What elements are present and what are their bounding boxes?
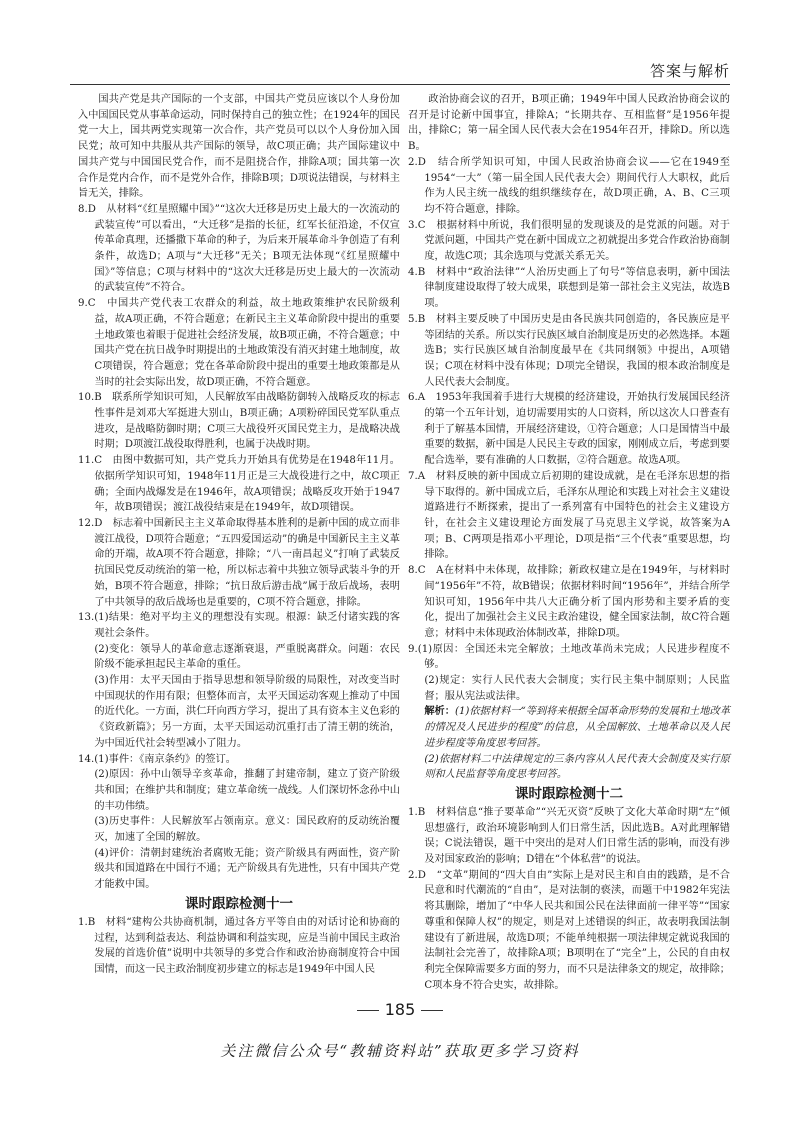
answer-item: 9.C 中国共产党代表工农群众的利益，故土地政策维护农民阶级利益，故A项正确，不符合题意；在新民主主义革命阶段中提出的重要土地政策也着眼于促进社会经济发展，故B项正确，不符合题意；中国共产党在抗日战争时期提出的土地政策没有消灭封建土地制度，故C项错误，符合题意；党在各革命阶段中提出的重要土地政策都是从当时的社会实际出发，故D项正确，不符合题意。 [78, 298, 400, 388]
answer-paragraph: (2)依据材料二中法律规定的三条内容从人民代表大会制度及实行原则和人民监督等角度思考回答。 [424, 753, 730, 781]
answer-paragraph: (2)变化：领导人的革命意志逐渐衰退，严重脱离群众。问题：农民阶级不能承担起民主革命的重任。 [94, 643, 400, 671]
analysis-label: 解析： [424, 705, 455, 718]
answer-item: 11.C 由图中数据可知，共产党兵力开始具有优势是在1948年11月。依据所学知识可知，1948年11月正是三大战役进行之中，故C项正确；全面内战爆发是在1946年，故A项错误；战略反攻开始于1947年，故B项错误；渡江战役结束是在1949年，故D项错误。 [78, 455, 400, 514]
answer-paragraph: (3)历史事件：人民解放军占领南京。意义：国民政府的反动统治覆灭，加速了全国的解放。 [94, 816, 400, 844]
page-header [70, 58, 730, 85]
page-number-text: 185 [384, 1000, 416, 1019]
answer-paragraph: 政治协商会议的召开，B项正确；1949年中国人民政治协商会议的召开是讨论新中国事宜，排除A；“长期共存、互相监督”是1956年提出，排除C；第一届全国人民代表大会在1954年召开，排除D。所以选B。 [408, 94, 730, 153]
analysis-paragraph [408, 704, 730, 751]
footer-note: 关注微信公众号“教辅资料站”获取更多学习资料 [220, 1042, 580, 1060]
answer-item: 10.B 联系所学知识可知，人民解放军由战略防御转入战略反攻的标志性事件是刘邓大军挺进大别山，B项正确；A项粉碎国民党军队重点进攻，是战略防御时期；C项三大战役歼灭国民党主力，是战略决战时期；D项渡江战役取得胜利，也属于决战时期。 [78, 392, 400, 451]
answer-paragraph: (3)作用：太平天国由于指导思想和领导阶级的局限性，对改变当时中国现状的作用有限；但整体而言，太平天国运动客观上推动了中国的近代化。一方面，洪仁玕向西方学习，提出了具有资本主义色彩的《资政新篇》；另一方面，太平天国运动沉重打击了清王朝的统治，为中国近代社会转型减小了阻力。 [94, 675, 400, 749]
answer-item: 1.B 材料“建构公共协商机制，通过各方平等自由的对话讨论和协商的过程，达到利益表达、利益协调和利益实现，应是当前中国民主政治发展的首选价值”说明中共领导的多党合作和政治协商制度符合中国国情，而这一民主政治制度初步建立的标志是1949年中国人民 [78, 916, 400, 975]
analysis-text: (1)依据材料一“等到将来根据全国革命形势的发展和土地改革的情况及人民进步的程度”的信息，从全国解放、土地革命以及人民进步程度等角度思考回答。 [424, 706, 731, 749]
section-title: 课时跟踪检测十二 [515, 785, 623, 802]
answer-item: 6.A 1953年我国着手进行大规模的经济建设，开始执行发展国民经济的第一个五年计划，迫切需要用实的人口资料，所以这次人口普查有利于了解基本国情，开展经济建设，①符合题意；人口是国情当中最重要的数据，新中国是人民民主专政的国家，刚刚成立后，考虑到要配合选举，要有准确的人口数据，②符合题意。故选A项。 [408, 392, 730, 467]
page-number-dash-left [357, 1010, 379, 1011]
page-number [0, 1000, 800, 1019]
answer-paragraph: (2)原因：孙中山领导辛亥革命，推翻了封建帝制，建立了资产阶级共和国；在维护共和制度；建立革命统一战线。人们深切怀念孙中山的丰功伟绩。 [94, 769, 400, 812]
left-column [78, 92, 400, 978]
answer-paragraph: 国共产党是共产国际的一个支部，中国共产党员应该以个人身份加入中国国民党从事革命运动，同时保持自己的独立性；在1924年的国民党一大上，国共两党实现第一次合作，共产党员可以以个人身份加入国民党；故可知中共服从共产国际的领导，故C项正确；共产国际建议中国共产党与中国国民党合作，而不是阻挠合作，排除A项；国共第一次合作是党内合作，而不是党外合作，排除B项；D项说法错误，与材料主旨无关，排除。 [78, 94, 400, 200]
answer-item: 9.(1)原因：全国还未完全解放；土地改革尚未完成；人民进步程度不够。 [408, 643, 730, 671]
answer-item: 14.(1)事件：《南京条约》的签订。 [78, 753, 236, 765]
answer-item: 8.C A在材料中未体现，故排除；新政权建立是在1949年，与材料时间“1956年”不符，故B错误；依据材料时间“1956年”，并结合所学知识可知，1956年中共八大正确分析了国内形势和主要矛盾的变化，提出了加强社会主义民主政治建设，健全国家法制，故C符合题意；材料中未体现政治体制改革，排除D项。 [408, 565, 730, 639]
answer-item: 3.C 根据材料中所说，我们很明显的发现谈及的是党派的问题。对于党派问题，中国共产党在新中国成立之初就提出多党合作政治协商制度，故选C项；其余选项与党派关系无关。 [408, 219, 730, 263]
answer-item: 2.D 结合所学知识可知，中国人民政治协商会议——它在1949至1954“一大”（第一届全国人民代表大会）期间代行人大职权，此后作为人民主统一战线的组织继续存在，故D项正确，A、B、C三项均不符合题意，排除。 [408, 156, 730, 215]
section-title: 课时跟踪检测十一 [185, 895, 293, 912]
right-column [408, 92, 730, 993]
answer-paragraph: (2)规定：实行人民代表大会制度；实行民主集中制原则；人民监督；服从宪法或法律。 [424, 675, 730, 702]
answer-item: 8.D 从材料“《红星照耀中国》”“这次大迁移是历史上最大的一次流动的武装宣传”可以看出，“大迁移”是指的长征，红军长征沿途，不仅宣传革命真理，还播撒下革命的种子，为后来开展革命斗争创造了有利条件，故选D；A项与“大迁移”无关；B项无法体现“《红星照耀中国》”等信息；C项与材料中的“这次大迁移是历史上最大的一次流动的武装宣传”不符合。 [78, 203, 400, 294]
answer-item: 12.D 标志着中国新民主主义革命取得基本胜利的是新中国的成立而非渡江战役，D项符合题意；“五四爱国运动”的确是中国新民主主义革命的开端，故A项不符合题意，排除；“八一南昌起义”打响了武装反抗国民党反动统治的第一枪，所以标志着中共独立领导武装斗争的开始，B项不符合题意，排除；“抗日敌后游击战”属于敌后战场，表明了中共领导的敌后战场也是重要的，C项不符合题意，排除。 [78, 517, 400, 608]
page-number-dash-right [421, 1010, 443, 1011]
answer-item: 7.A 材料反映的新中国成立后初期的建设成就，是在毛泽东思想的指导下取得的。新中国成立后，毛泽东从理论和实践上对社会主义建设道路进行不断探索，提出了一系列富有中国特色的社会主义建设方针，在社会主义建设理论方面发展了马克思主义学说，故答案为A项；B、C两项是指邓小平理论，D项是指“三个代表”重要思想，均排除。 [408, 470, 730, 561]
answer-item: 2.D “文革”期间的“四大自由”实际上是对民主和自由的践踏，是不合民意和时代潮流的“自由”，是对法制的亵渎，而题干中1982年宪法将其删除，增加了“中华人民共和国公民在法律面前一律平等”“国家尊重和保障人权”的规定，则是对上述错误的纠正，故表明我国法制建设有了新进展，故选D项；不能单纯根据一项法律规定就说我国的法制社会完善了，故排除A项；B项明在了“完全”上，公民的自由权利完全保障需要多方面的努力，而不只是法律条文的规定，故排除；C项本身不符合史实，故排除。 [408, 869, 730, 991]
answer-item: 4.B 材料中“政治法律”“人治历史画上了句号”等信息表明，新中国法律制度建设取得了较大成果，联想到是第一部社会主义宪法，故选B项。 [408, 266, 730, 310]
header-title: 答案与解析 [649, 62, 730, 80]
answer-item: 13.(1)结果：绝对平均主义的理想没有实现。根源：缺乏付诸实践的客观社会条件。 [78, 612, 400, 639]
answer-item: 1.B 材料信息“推子要革命”“兴无灭资”反映了文化大革命时期“左”倾思想盛行，政治环境影响到人们日常生活，因此选B。A对此理解错误；C说法错误，题干中突出的是对人们日常生活的影响，而没有涉及对国家政治的影响；D错在“个体私营”的说法。 [408, 806, 730, 866]
answer-paragraph: (4)评价：清朝封建统治者腐败无能；资产阶级具有两面性，资产阶级共和国道路在中国行不通；无产阶级具有先进性，只有中国共产党才能救中国。 [94, 847, 400, 891]
answer-item: 5.B 材料主要反映了中国历史是由各民族共同创造的，各民族应是平等团结的关系。所以实行民族区域自治制度是历史的必然选择。本题选B；实行民族区域自治制度最早在《共同纲领》中提出，A项错误；C项在材料中没有体现；D项完全错误，我国的根本政治制度是人民代表大会制度。 [408, 313, 730, 388]
